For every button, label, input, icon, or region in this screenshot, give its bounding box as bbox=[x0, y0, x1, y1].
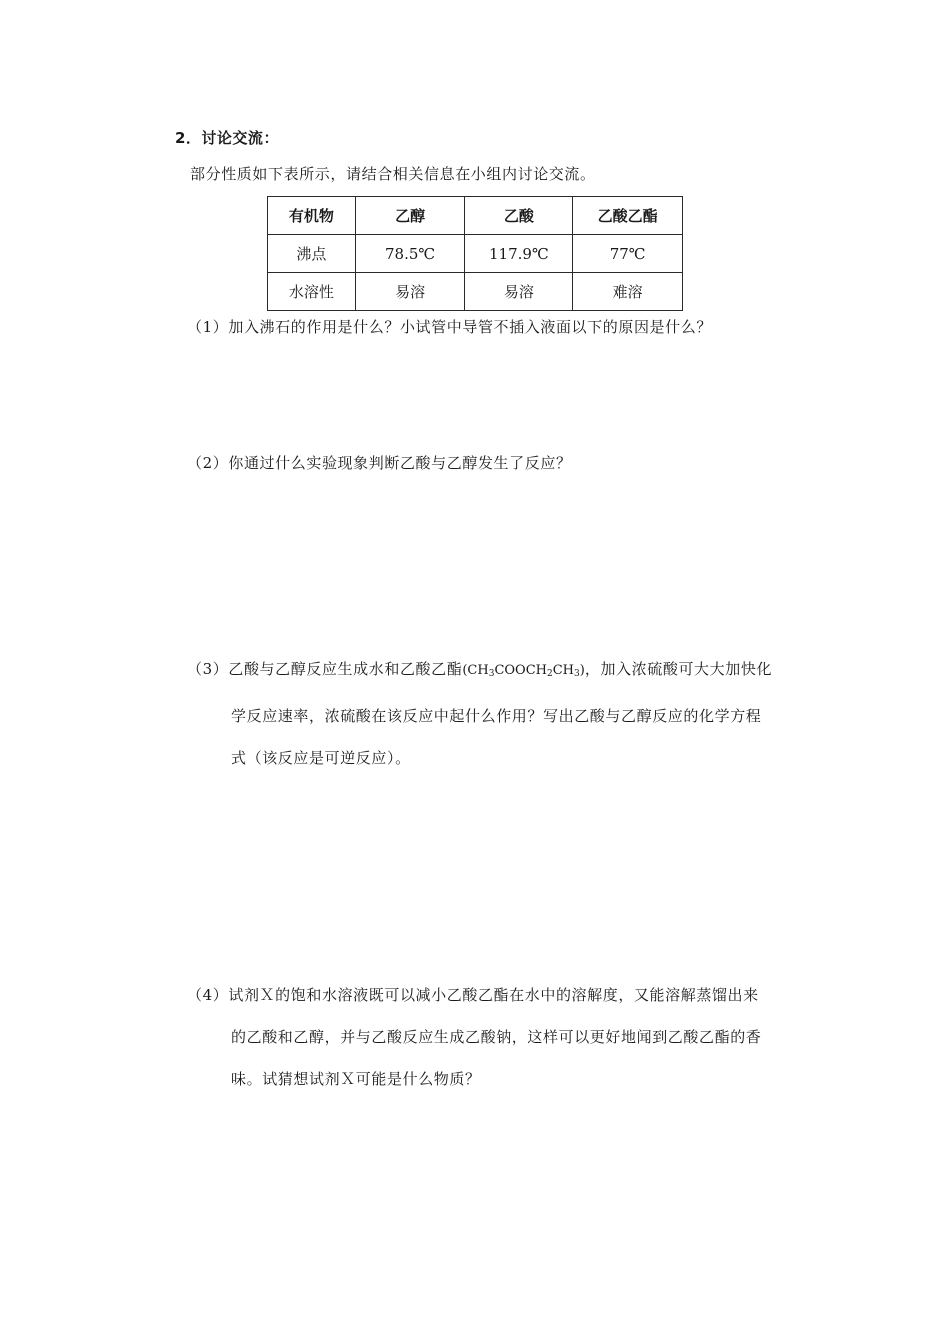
question-3-line-2: 学反应速率，浓硫酸在该反应中起什么作用？写出乙酸与乙醇反应的化学方程 bbox=[231, 707, 762, 725]
table-header-cell: 有机物 bbox=[268, 197, 356, 235]
question-4-line-1: （4）试剂Ｘ的饱和水溶液既可以减小乙酸乙酯在水中的溶解度，又能溶解蒸馏出来 bbox=[187, 986, 759, 1004]
table-row bbox=[268, 273, 683, 311]
question-3-suffix: ，加入浓硫酸可大大加快化 bbox=[584, 660, 773, 678]
table-header-cell: 乙酸 bbox=[465, 197, 573, 235]
question-3-line-1 bbox=[187, 648, 817, 695]
chemical-formula bbox=[462, 663, 584, 678]
formula-part: CH bbox=[552, 663, 575, 678]
table-header-cell: 乙酸乙酯 bbox=[573, 197, 683, 235]
table-row bbox=[268, 235, 683, 273]
table-row-label: 沸点 bbox=[268, 235, 356, 273]
formula-subscript: 3 bbox=[574, 669, 580, 679]
question-3-line-3: 式（该反应是可逆反应）。 bbox=[231, 749, 411, 767]
question-4-line-3: 味。试猜想试剂Ｘ可能是什么物质？ bbox=[231, 1070, 481, 1088]
question-4-line-2: 的乙酸和乙醇，并与乙酸反应生成乙酸钠，这样可以更好地闻到乙酸乙酯的香 bbox=[231, 1028, 762, 1046]
formula-subscript: 2 bbox=[547, 669, 553, 679]
table-header-row bbox=[268, 197, 683, 235]
question-2: （2）你通过什么实验现象判断乙酸与乙醇发生了反应？ bbox=[187, 454, 572, 472]
table-cell: 77℃ bbox=[573, 235, 683, 273]
table-cell: 117.9℃ bbox=[465, 235, 573, 273]
table-cell: 易溶 bbox=[465, 273, 573, 311]
formula-subscript: 3 bbox=[488, 669, 495, 679]
formula-part: COOCH bbox=[494, 663, 547, 678]
table-cell: 易溶 bbox=[355, 273, 465, 311]
section-heading: 2．讨论交流： bbox=[175, 129, 279, 147]
question-4 bbox=[187, 974, 817, 1100]
formula-part: (CH bbox=[462, 663, 489, 678]
table-header-cell: 乙醇 bbox=[355, 197, 465, 235]
question-3-prefix: （3）乙酸与乙醇反应生成水和乙酸乙酯 bbox=[187, 660, 463, 678]
table-cell: 78.5℃ bbox=[355, 235, 465, 273]
question-1: （1）加入沸石的作用是什么？小试管中导管不插入液面以下的原因是什么？ bbox=[187, 318, 712, 336]
properties-table bbox=[267, 196, 683, 311]
question-3 bbox=[187, 648, 817, 779]
section-intro: 部分性质如下表所示，请结合相关信息在小组内讨论交流。 bbox=[190, 165, 596, 183]
formula-part: ) bbox=[579, 663, 585, 678]
table-row-label: 水溶性 bbox=[268, 273, 356, 311]
table-cell: 难溶 bbox=[573, 273, 683, 311]
